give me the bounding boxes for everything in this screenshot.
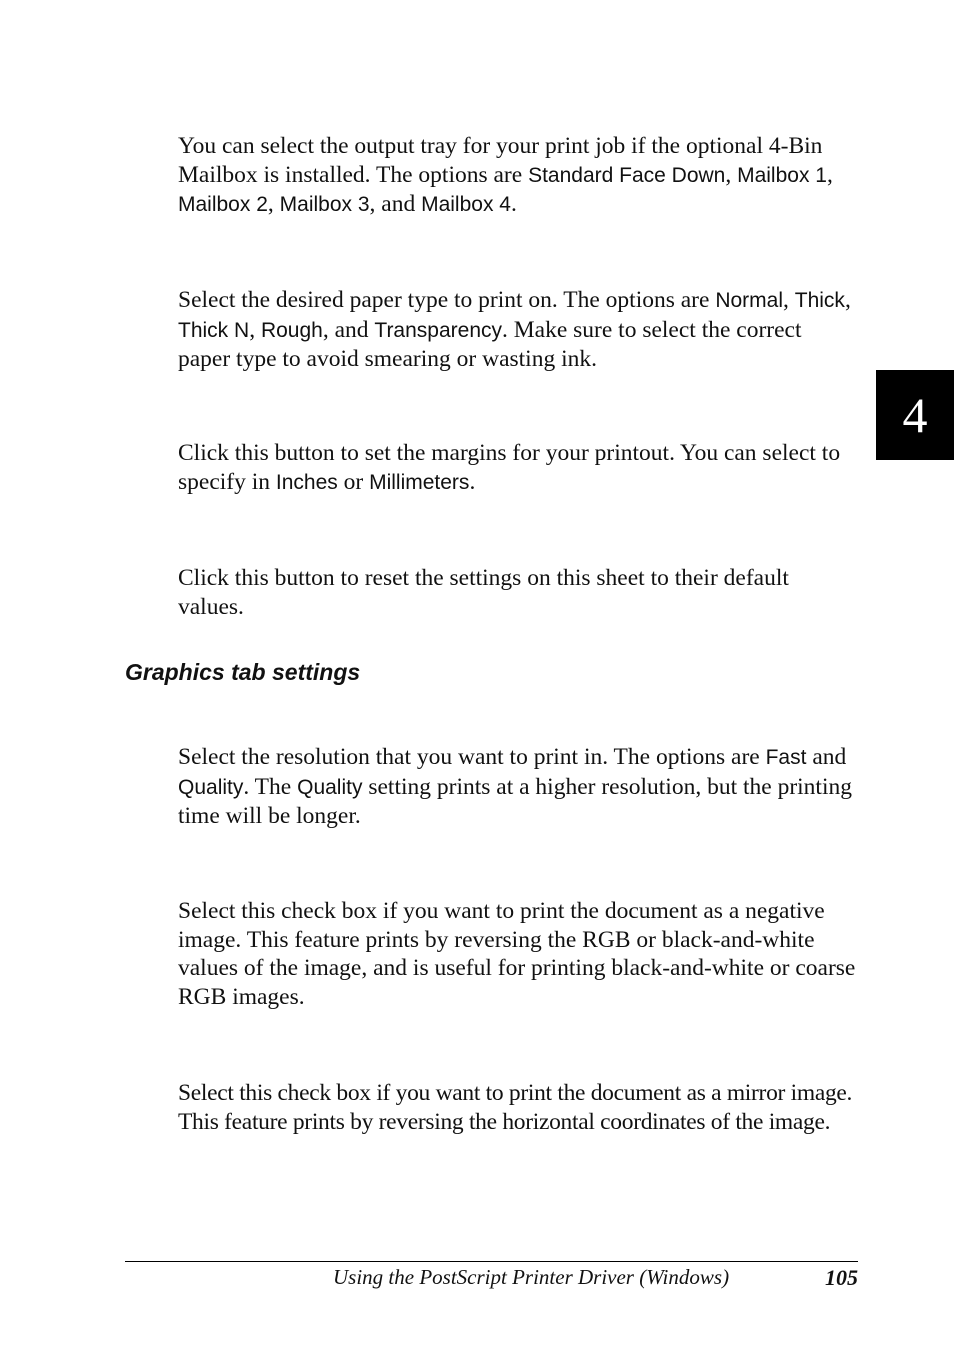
option-transparency: Transparency xyxy=(374,318,503,342)
graphics-tab-heading: Graphics tab settings xyxy=(125,659,361,685)
chapter-tab: 4 xyxy=(876,370,954,460)
option-thick: Thick xyxy=(794,289,845,312)
option-mailbox-3: Mailbox 3 xyxy=(279,193,370,217)
option-thick-n: Thick N xyxy=(178,318,250,342)
option-quality: Quality xyxy=(178,775,244,799)
option-inches: Inches xyxy=(275,470,338,494)
resolution-paragraph: Select the resolution that you want to print in. The options are Fast and Quality. The Quality setting prints at a higher resolution, but the printing time will be longer. xyxy=(178,744,852,830)
negative-image-paragraph: Select this check box if you want to print the document as a negative image. This feature prints by reversing the RGB or black-and-white values of the image, and is useful for printing black-and-white or coarse RGB images. xyxy=(178,898,856,1010)
footer-rule xyxy=(125,1261,858,1262)
footer-title: Using the PostScript Printer Driver (Windows) xyxy=(333,1265,730,1289)
output-tray-paragraph: You can select the output tray for your print job if the optional 4-Bin Mailbox is installed. The options are Standard Face Down, Mailbox 1, Mailbox 2, Mailbox 3, and Mailbox 4. xyxy=(178,133,833,218)
option-mailbox-2: Mailbox 2 xyxy=(178,193,268,217)
option-millimeters: Millimeters xyxy=(369,470,470,494)
option-mailbox-1: Mailbox 1 xyxy=(737,163,827,187)
page-number: 105 xyxy=(825,1265,858,1290)
option-normal: Normal xyxy=(715,289,783,312)
option-rough: Rough xyxy=(260,318,323,342)
option-standard-face-down: Standard Face Down xyxy=(528,163,726,187)
option-mailbox-4: Mailbox 4 xyxy=(421,193,511,217)
margins-paragraph: Click this button to set the margins for your printout. You can select to specify in Inches or Millimeters. xyxy=(178,440,841,495)
paper-type-paragraph: Select the desired paper type to print on. The options are Normal, Thick, Thick N, Rough, and Transparency. Make sure to select the correct paper type to avoid smearing or wasting ink. xyxy=(178,287,851,373)
option-fast: Fast xyxy=(765,746,807,769)
option-quality-ref: Quality xyxy=(297,775,363,799)
reset-paragraph: Click this button to reset the settings on this sheet to their default values. xyxy=(178,565,789,620)
mirror-image-paragraph: Select this check box if you want to print the document as a mirror image. This feature prints by reversing the horizontal coordinates of the image. xyxy=(178,1080,853,1135)
